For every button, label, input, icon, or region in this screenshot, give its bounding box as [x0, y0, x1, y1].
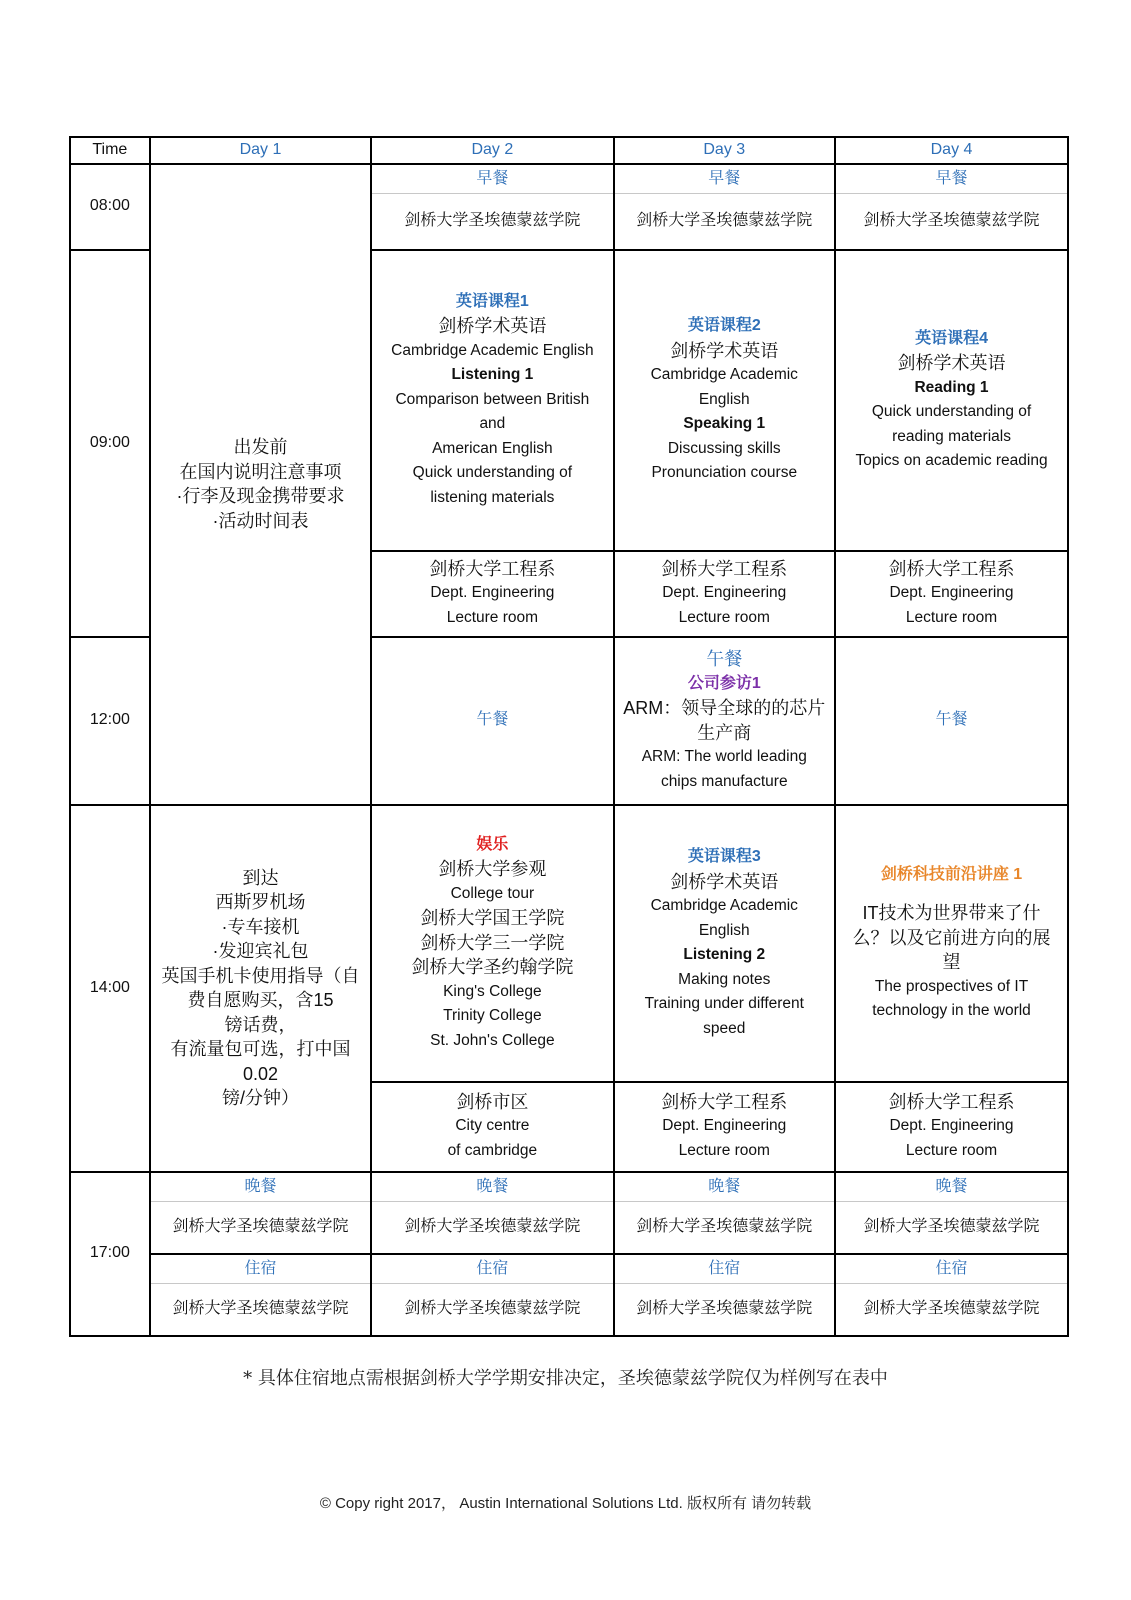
lecture-title: 剑桥科技前沿讲座 1: [880, 865, 1023, 883]
arrival-line: ·专车接机: [221, 916, 300, 937]
day2-breakfast-label: 早餐: [371, 164, 613, 194]
day1-departure-line: ·活动时间表: [212, 510, 309, 531]
course-detail: Quick understanding of: [871, 403, 1032, 420]
venue-zh: 剑桥大学工程系: [661, 1091, 788, 1112]
course-en: Cambridge Academic: [650, 897, 798, 914]
venue-zh: 剑桥大学工程系: [888, 558, 1015, 579]
lecture-en: technology in the world: [872, 1002, 1031, 1019]
venue-en: Dept. Engineering: [889, 584, 1014, 602]
day3-dinner-venue: 剑桥大学圣埃德蒙兹学院: [614, 1202, 836, 1254]
tour-zh: 剑桥大学参观: [438, 859, 547, 880]
venue-en: City centre: [455, 1117, 530, 1135]
header-day-4: Day 4: [835, 137, 1068, 164]
day3-morning-venue: [614, 551, 836, 637]
venue-en: Lecture room: [905, 608, 998, 626]
course-en: Cambridge Academic: [650, 366, 798, 384]
day2-dinner-venue: 剑桥大学圣埃德蒙兹学院: [371, 1202, 613, 1254]
day2-morning-course: [371, 250, 613, 551]
college-zh: 剑桥大学圣约翰学院: [411, 957, 574, 978]
course-detail: American English: [432, 439, 553, 457]
day4-lunch: 午餐: [835, 637, 1068, 805]
header-time: Time: [70, 137, 150, 164]
lecture-zh: IT技术为世界带来了什: [862, 903, 1041, 923]
header-day-2: Day 2: [371, 137, 613, 164]
visit-title: 公司参访1: [687, 674, 761, 692]
course-detail: speed: [703, 1019, 746, 1037]
course-detail: reading materials: [892, 427, 1011, 445]
arrival-line: ·发迎宾礼包: [212, 941, 309, 961]
day4-morning-course: [835, 250, 1068, 551]
course-title: 英语课程4: [915, 329, 988, 347]
venue-en: Dept. Engineering: [430, 584, 555, 602]
course-detail: Pronunciation course: [651, 464, 798, 482]
course-en: English: [698, 921, 750, 939]
day2-breakfast-venue: 剑桥大学圣埃德蒙兹学院: [371, 194, 613, 250]
time-1200: 12:00: [70, 637, 150, 805]
day2-afternoon-tour: [371, 805, 613, 1082]
time-0900: 09:00: [70, 250, 150, 637]
lunch-label: 午餐: [706, 649, 743, 669]
day2-lodging-venue: 剑桥大学圣埃德蒙兹学院: [371, 1284, 613, 1336]
day2-afternoon-venue: [371, 1082, 613, 1172]
venue-en: Lecture room: [905, 1141, 998, 1159]
day3-lodging-label: 住宿: [614, 1254, 836, 1284]
course-detail: Topics on academic reading: [855, 452, 1048, 469]
day1-departure-line: 出发前: [233, 437, 288, 457]
venue-en: Lecture room: [446, 608, 539, 626]
day3-breakfast-label: 早餐: [614, 164, 836, 194]
day3-lodging-venue: 剑桥大学圣埃德蒙兹学院: [614, 1284, 836, 1336]
schedule-table: [69, 136, 1069, 1337]
day1-arrival-cell: [150, 805, 372, 1172]
course-title: 英语课程1: [455, 292, 529, 310]
arrival-line: 镑话费，: [224, 1014, 297, 1035]
spacer: [839, 887, 1064, 901]
course-en: English: [698, 390, 750, 408]
day4-afternoon-venue: [835, 1082, 1068, 1172]
visit-zh: 生产商: [697, 722, 752, 743]
visit-en: ARM: The world leading: [641, 748, 807, 765]
venue-en: of cambridge: [447, 1141, 538, 1159]
footnote: * 具体住宿地点需根据剑桥大学学期安排决定，圣埃德蒙兹学院仅为样例写在表中: [243, 1368, 888, 1389]
day3-dinner-label: 晚餐: [614, 1172, 836, 1202]
time-1400: 14:00: [70, 805, 150, 1172]
day1-departure-cell: [150, 164, 372, 805]
day4-lodging-venue: 剑桥大学圣埃德蒙兹学院: [835, 1284, 1068, 1336]
time-0800: 08:00: [70, 164, 150, 250]
day4-afternoon-lecture: [835, 805, 1068, 1082]
header-day-1: Day 1: [150, 137, 372, 164]
course-zh: 剑桥学术英语: [897, 353, 1006, 373]
day1-departure-line: ·行李及现金携带要求: [176, 486, 345, 506]
course-detail: Comparison between British: [395, 390, 590, 408]
day4-breakfast-venue: 剑桥大学圣埃德蒙兹学院: [835, 194, 1068, 250]
day2-lunch: 午餐: [371, 637, 613, 805]
lecture-en: The prospectives of IT: [874, 977, 1029, 995]
arrival-line: 费自愿购买，含15: [187, 990, 334, 1010]
day1-lodging-venue: 剑桥大学圣埃德蒙兹学院: [150, 1284, 372, 1336]
course-zh: 剑桥学术英语: [438, 316, 547, 337]
day3-breakfast-venue: 剑桥大学圣埃德蒙兹学院: [614, 194, 836, 250]
header-day-3: Day 3: [614, 137, 836, 164]
day4-breakfast-label: 早餐: [835, 164, 1068, 194]
course-detail: Making notes: [678, 970, 771, 988]
day1-dinner-venue: 剑桥大学圣埃德蒙兹学院: [150, 1202, 372, 1254]
tour-en: College tour: [450, 884, 535, 902]
course-zh: 剑桥学术英语: [670, 871, 779, 892]
day3-afternoon-course: [614, 805, 836, 1082]
visit-zh: ARM：领导全球的的芯片: [623, 698, 826, 718]
college-en: King's College: [443, 982, 542, 1000]
course-detail: Discussing skills: [667, 439, 781, 457]
lecture-zh: 么？以及它前进方向的展: [852, 927, 1051, 948]
arrival-line: 英国手机卡使用指导（自: [161, 965, 360, 986]
visit-en: chips manufacture: [660, 772, 788, 790]
venue-zh: 剑桥市区: [456, 1091, 529, 1112]
course-skill: Listening 1: [451, 366, 534, 384]
course-title: 英语课程3: [687, 848, 761, 865]
course-skill: Speaking 1: [683, 415, 766, 433]
course-detail: and: [479, 415, 506, 433]
arrival-line: 有流量包可选，打中国: [170, 1039, 351, 1059]
college-zh: 剑桥大学三一学院: [420, 932, 565, 953]
college-zh: 剑桥大学国王学院: [420, 908, 565, 929]
day4-dinner-label: 晚餐: [835, 1172, 1068, 1202]
tour-title: 娱乐: [476, 835, 509, 853]
day2-dinner-label: 晚餐: [371, 1172, 613, 1202]
day1-lodging-label: 住宿: [150, 1254, 372, 1284]
arrival-line: 西斯罗机场: [215, 892, 306, 912]
course-zh: 剑桥学术英语: [670, 340, 779, 361]
college-en: St. John's College: [430, 1031, 555, 1049]
college-en: Trinity College: [443, 1007, 542, 1025]
course-detail: Training under different: [644, 995, 804, 1012]
course-en: Cambridge Academic English: [391, 341, 594, 359]
arrival-line: 镑/分钟）: [221, 1088, 299, 1108]
arrival-line: 到达: [242, 867, 279, 888]
day2-morning-venue: [371, 551, 613, 637]
course-skill: Listening 2: [683, 946, 766, 963]
copyright-notice: © Copy right 2017， Austin International Solutions Ltd. 版权所有 请勿转载: [319, 1495, 812, 1512]
lecture-zh: 望: [942, 952, 961, 972]
day4-morning-venue: [835, 551, 1068, 637]
venue-en: Lecture room: [678, 1141, 770, 1159]
day3-afternoon-venue: [614, 1082, 836, 1172]
day3-lunch-visit: [614, 637, 836, 805]
day2-lodging-label: 住宿: [371, 1254, 613, 1284]
venue-en: Dept. Engineering: [889, 1117, 1014, 1135]
venue-en: Dept. Engineering: [662, 584, 787, 602]
course-detail: listening materials: [430, 488, 555, 506]
venue-en: Lecture room: [678, 608, 770, 626]
day3-morning-course: [614, 250, 836, 551]
course-skill: Reading 1: [914, 378, 989, 396]
course-detail: Quick understanding of: [412, 464, 573, 482]
venue-zh: 剑桥大学工程系: [888, 1091, 1015, 1112]
venue-en: Dept. Engineering: [662, 1117, 787, 1135]
day1-dinner-label: 晚餐: [150, 1172, 372, 1202]
arrival-line: 0.02: [242, 1063, 278, 1084]
day4-lodging-label: 住宿: [835, 1254, 1068, 1284]
course-title: 英语课程2: [687, 317, 761, 335]
day1-departure-line: 在国内说明注意事项: [179, 461, 342, 482]
time-1700: 17:00: [70, 1172, 150, 1336]
venue-zh: 剑桥大学工程系: [429, 558, 556, 579]
day4-dinner-venue: 剑桥大学圣埃德蒙兹学院: [835, 1202, 1068, 1254]
venue-zh: 剑桥大学工程系: [661, 558, 788, 579]
